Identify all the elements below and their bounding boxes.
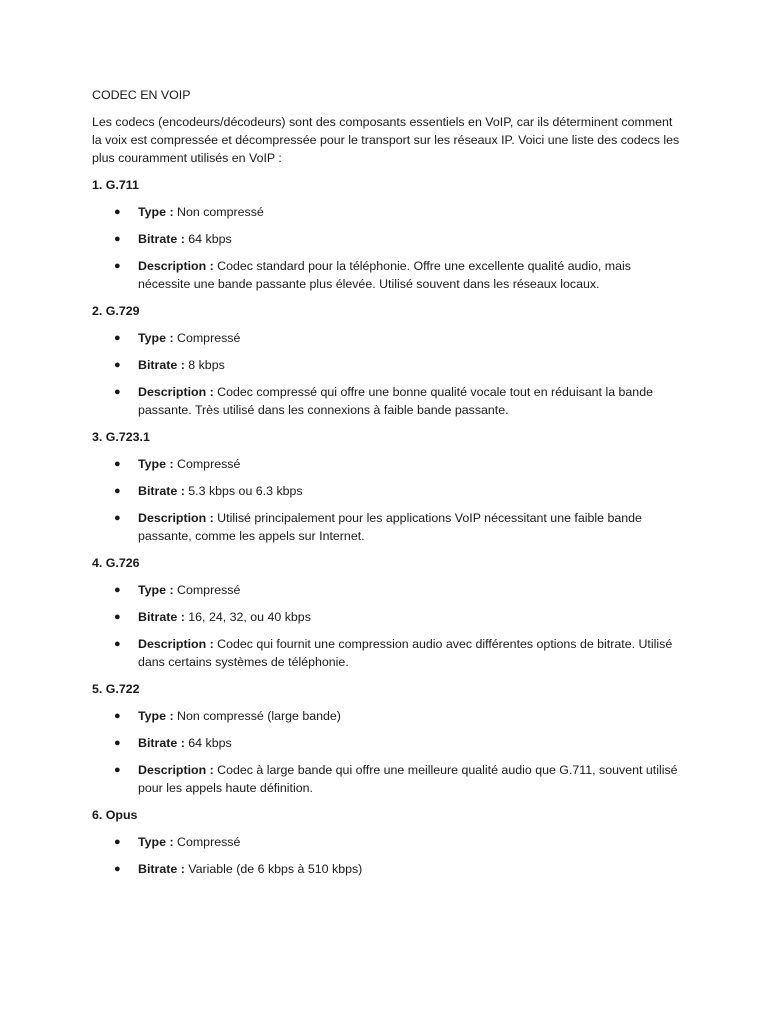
bullet-icon: ●	[114, 863, 121, 875]
codec-section-3	[92, 428, 682, 545]
list-item	[92, 707, 682, 725]
property-value: Codec qui fournit une compression audio avec différentes options de bitrate. Utilisé dans certains systèmes de téléphonie.	[138, 637, 673, 669]
document-page	[92, 86, 682, 878]
list-item	[92, 833, 682, 851]
bullet-icon: ●	[114, 737, 121, 749]
property-label: Bitrate :	[138, 862, 185, 876]
bullet-icon: ●	[114, 710, 121, 722]
property-label: Description :	[138, 511, 214, 525]
property-label: Bitrate :	[138, 484, 185, 498]
property-value: Compressé	[173, 331, 241, 345]
codec-heading: 3. G.723.1	[92, 430, 150, 444]
property-value: Codec à large bande qui offre une meilleure qualité audio que G.711, souvent utilisé pour les appels haute définition.	[138, 763, 678, 795]
property-label: Description :	[138, 259, 214, 273]
property-label: Type :	[138, 583, 174, 597]
property-value: 16, 24, 32, ou 40 kbps	[184, 610, 311, 624]
codec-heading: 5. G.722	[92, 682, 140, 696]
property-label: Bitrate :	[138, 358, 185, 372]
bullet-icon: ●	[114, 458, 121, 470]
list-item	[92, 734, 682, 752]
codec-property-list	[92, 833, 682, 878]
bullet-icon: ●	[114, 260, 121, 272]
property-value: Codec standard pour la téléphonie. Offre une excellente qualité audio, mais nécessite une bande passante plus élevée. Utilisé souvent dans les réseaux locaux.	[138, 259, 631, 291]
property-value: 5.3 kbps ou 6.3 kbps	[184, 484, 303, 498]
list-item	[92, 329, 682, 347]
property-value: Codec compressé qui offre une bonne qualité vocale tout en réduisant la bande passante. Très utilisé dans les connexions à faible bande passante.	[138, 385, 653, 417]
list-item	[92, 482, 682, 500]
bullet-icon: ●	[114, 764, 121, 776]
bullet-icon: ●	[114, 638, 121, 650]
property-label: Description :	[138, 385, 214, 399]
codec-heading: 2. G.729	[92, 304, 140, 318]
bullet-icon: ●	[114, 206, 121, 218]
property-label: Bitrate :	[138, 232, 185, 246]
bullet-icon: ●	[114, 584, 121, 596]
property-label: Type :	[138, 331, 174, 345]
property-value: 64 kbps	[184, 232, 232, 246]
bullet-icon: ●	[114, 233, 121, 245]
bullet-icon: ●	[114, 611, 121, 623]
codec-property-list	[92, 329, 682, 419]
list-item	[92, 509, 682, 545]
bullet-icon: ●	[114, 359, 121, 371]
list-item	[92, 581, 682, 599]
bullet-icon: ●	[114, 332, 121, 344]
intro-paragraph: Les codecs (encodeurs/décodeurs) sont des composants essentiels en VoIP, car ils déterminent comment la voix est compressée et décompressée pour le transport sur les réseaux IP. Voici une liste des codecs les plus couramment utilisés en VoIP :	[92, 115, 680, 165]
list-item	[92, 383, 682, 419]
property-value: Compressé	[173, 583, 241, 597]
codec-heading: 4. G.726	[92, 556, 140, 570]
list-item	[92, 860, 682, 878]
codec-heading: 6. Opus	[92, 808, 138, 822]
property-label: Type :	[138, 457, 174, 471]
property-label: Description :	[138, 763, 214, 777]
list-item	[92, 455, 682, 473]
bullet-icon: ●	[114, 485, 121, 497]
codec-property-list	[92, 455, 682, 545]
list-item	[92, 356, 682, 374]
list-item	[92, 635, 682, 671]
codec-list	[92, 176, 682, 878]
property-label: Type :	[138, 835, 174, 849]
property-value: 8 kbps	[184, 358, 225, 372]
list-item	[92, 203, 682, 221]
list-item	[92, 608, 682, 626]
list-item	[92, 761, 682, 797]
property-label: Bitrate :	[138, 610, 185, 624]
codec-section-5	[92, 680, 682, 797]
bullet-icon: ●	[114, 512, 121, 524]
codec-property-list	[92, 203, 682, 293]
property-value: 64 kbps	[184, 736, 232, 750]
list-item	[92, 230, 682, 248]
codec-property-list	[92, 581, 682, 671]
property-value: Variable (de 6 kbps à 510 kbps)	[184, 862, 363, 876]
property-label: Bitrate :	[138, 736, 185, 750]
codec-section-2	[92, 302, 682, 419]
property-value: Utilisé principalement pour les applications VoIP nécessitant une faible bande passante, comme les appels sur Internet.	[138, 511, 642, 543]
property-label: Type :	[138, 709, 174, 723]
list-item	[92, 257, 682, 293]
property-value: Compressé	[173, 835, 241, 849]
codec-section-4	[92, 554, 682, 671]
codec-heading: 1. G.711	[92, 178, 139, 192]
codec-section-6	[92, 806, 682, 878]
property-label: Description :	[138, 637, 214, 651]
document-title: CODEC EN VOIP	[92, 88, 191, 102]
bullet-icon: ●	[114, 386, 121, 398]
property-value: Compressé	[173, 457, 241, 471]
property-value: Non compressé	[173, 205, 264, 219]
codec-section-1	[92, 176, 682, 293]
property-label: Type :	[138, 205, 174, 219]
codec-property-list	[92, 707, 682, 797]
property-value: Non compressé (large bande)	[173, 709, 341, 723]
bullet-icon: ●	[114, 836, 121, 848]
